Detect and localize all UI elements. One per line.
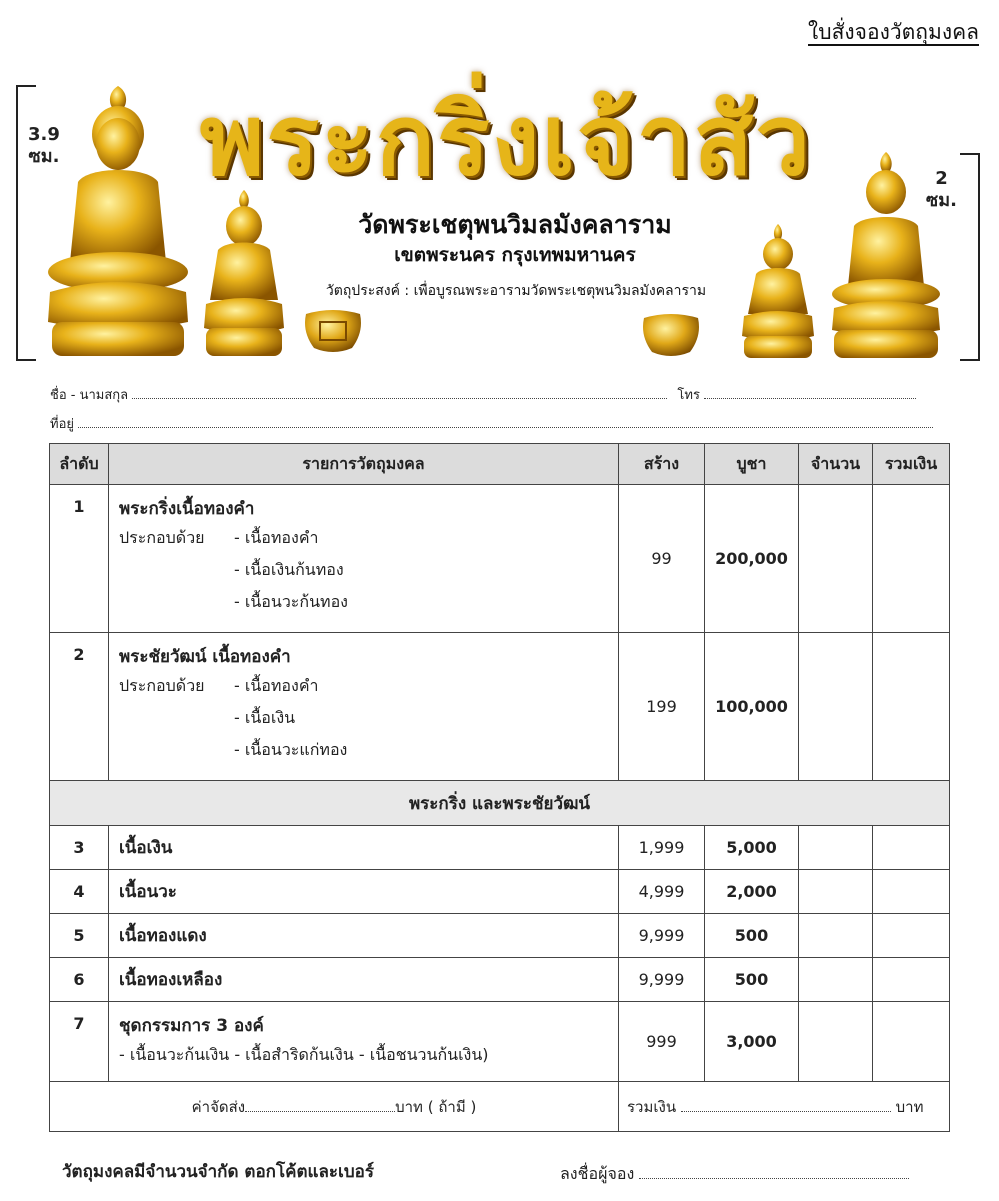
item-title: เนื้อทองแดง bbox=[109, 914, 619, 958]
grand-total-unit: บาท bbox=[895, 1097, 924, 1116]
signature-line[interactable] bbox=[560, 1162, 909, 1187]
row-qty-cell[interactable] bbox=[799, 914, 873, 958]
row-made: 99 bbox=[619, 485, 705, 633]
row-description bbox=[109, 1002, 619, 1082]
purpose-text: วัตถุประสงค์ : เพื่อบูรณพระอารามวัดพระเชตุพนวิมลมังคลาราม bbox=[325, 283, 707, 299]
header-made: สร้าง bbox=[619, 444, 705, 485]
address-label: ที่อยู่ bbox=[50, 417, 74, 432]
signature-label: ลงชื่อผู้จอง bbox=[560, 1164, 635, 1183]
signature-blank[interactable] bbox=[639, 1177, 909, 1179]
header-total: รวมเงิน bbox=[873, 444, 950, 485]
phone-label: โทร bbox=[677, 388, 700, 403]
grand-total-cell[interactable] bbox=[619, 1082, 950, 1132]
item-title: เนื้อเงิน bbox=[109, 826, 619, 870]
component-line: - เนื้อทองคำ bbox=[234, 676, 319, 695]
size-unit-right: ซม. bbox=[926, 190, 957, 211]
row-price: 100,000 bbox=[705, 633, 799, 781]
item-description: - เนื้อนวะก้นเงิน - เนื้อสำริดก้นเงิน - เนื้อชนวนก้นเงิน) bbox=[119, 1045, 489, 1064]
item-title: เนื้อทองเหลือง bbox=[109, 958, 619, 1002]
section-row bbox=[50, 781, 950, 826]
item-title: พระกริ่งเนื้อทองคำ bbox=[119, 499, 255, 519]
table-header-row bbox=[50, 444, 950, 485]
grand-total-label: รวมเงิน bbox=[627, 1097, 677, 1116]
row-total-cell[interactable] bbox=[873, 870, 950, 914]
row-qty-cell[interactable] bbox=[799, 958, 873, 1002]
header-qty: จำนวน bbox=[799, 444, 873, 485]
row-price: 2,000 bbox=[705, 870, 799, 914]
shipping-blank[interactable] bbox=[245, 1110, 395, 1112]
large-buddha-amulet-front bbox=[38, 82, 198, 360]
row-qty-cell[interactable] bbox=[799, 1002, 873, 1082]
size-value-left: 3.9 bbox=[28, 124, 60, 145]
row-made: 999 bbox=[619, 1002, 705, 1082]
name-blank[interactable] bbox=[132, 397, 667, 399]
row-total-cell[interactable] bbox=[873, 826, 950, 870]
row-total-cell[interactable] bbox=[873, 914, 950, 958]
row-made: 199 bbox=[619, 633, 705, 781]
shipping-cell[interactable] bbox=[50, 1082, 619, 1132]
phone-blank[interactable] bbox=[704, 397, 916, 399]
item-title: ชุดกรรมการ 3 องค์ bbox=[119, 1016, 264, 1036]
amulet-base-bottom bbox=[640, 312, 702, 358]
item-title: พระชัยวัฒน์ เนื้อทองคำ bbox=[119, 647, 291, 667]
order-table bbox=[49, 443, 950, 1132]
row-total-cell[interactable] bbox=[873, 1002, 950, 1082]
size-bracket-right bbox=[960, 153, 980, 361]
row-description bbox=[109, 633, 619, 781]
row-price: 200,000 bbox=[705, 485, 799, 633]
row-no: 7 bbox=[50, 1002, 109, 1082]
row-no: 6 bbox=[50, 958, 109, 1002]
address-field-line[interactable] bbox=[50, 413, 933, 434]
header-item: รายการวัตถุมงคล bbox=[109, 444, 619, 485]
row-no: 1 bbox=[50, 485, 109, 633]
name-field-line[interactable] bbox=[50, 384, 916, 405]
component-line: - เนื้อนวะก้นทอง bbox=[234, 592, 348, 611]
table-row bbox=[50, 826, 950, 870]
row-no: 5 bbox=[50, 914, 109, 958]
temple-location: เขตพระนคร กรุงเทพมหานคร bbox=[394, 244, 636, 266]
shipping-label: ค่าจัดส่ง bbox=[191, 1097, 246, 1116]
row-made: 4,999 bbox=[619, 870, 705, 914]
row-qty-cell[interactable] bbox=[799, 870, 873, 914]
table-row bbox=[50, 1002, 950, 1082]
size-unit-left: ซม. bbox=[28, 146, 60, 167]
row-total-cell[interactable] bbox=[873, 633, 950, 781]
shipping-unit: บาท ( ถ้ามี ) bbox=[395, 1097, 477, 1116]
section-title: พระกริ่ง และพระชัยวัฒน์ bbox=[50, 781, 950, 826]
table-row bbox=[50, 633, 950, 781]
component-line: - เนื้อเงินก้นทอง bbox=[234, 560, 344, 579]
row-price: 500 bbox=[705, 914, 799, 958]
table-row bbox=[50, 870, 950, 914]
row-qty-cell[interactable] bbox=[799, 633, 873, 781]
table-row bbox=[50, 485, 950, 633]
row-qty-cell[interactable] bbox=[799, 826, 873, 870]
header-price: บูชา bbox=[705, 444, 799, 485]
row-price: 5,000 bbox=[705, 826, 799, 870]
row-total-cell[interactable] bbox=[873, 485, 950, 633]
row-qty-cell[interactable] bbox=[799, 485, 873, 633]
address-blank[interactable] bbox=[78, 426, 933, 428]
row-made: 9,999 bbox=[619, 958, 705, 1002]
row-no: 2 bbox=[50, 633, 109, 781]
limited-quantity-note: วัตถุมงคลมีจำนวนจำกัด ตอกโค้ตและเบอร์ bbox=[62, 1162, 374, 1182]
amulet-base-stamp bbox=[302, 308, 364, 354]
document-title: ใบสั่งจองวัตถุมงคล bbox=[808, 20, 979, 44]
size-value-right: 2 bbox=[935, 168, 948, 189]
row-made: 1,999 bbox=[619, 826, 705, 870]
hero-title: พระกริ่งเจ้าสัว bbox=[199, 83, 813, 198]
component-line: - เนื้อนวะแก่ทอง bbox=[234, 740, 348, 759]
component-line: - เนื้อเงิน bbox=[234, 708, 296, 727]
row-no: 4 bbox=[50, 870, 109, 914]
component-line: - เนื้อทองคำ bbox=[234, 528, 319, 547]
components-label: ประกอบด้วย bbox=[119, 676, 205, 695]
header-no: ลำดับ bbox=[50, 444, 109, 485]
row-description bbox=[109, 485, 619, 633]
grand-total-blank[interactable] bbox=[681, 1110, 891, 1112]
name-label: ชื่อ - นามสกุล bbox=[50, 388, 129, 403]
temple-name: วัดพระเชตุพนวิมลมังคลาราม bbox=[358, 210, 672, 239]
row-made: 9,999 bbox=[619, 914, 705, 958]
table-row bbox=[50, 958, 950, 1002]
small-buddha-amulet-front bbox=[826, 150, 946, 360]
row-no: 3 bbox=[50, 826, 109, 870]
row-price: 3,000 bbox=[705, 1002, 799, 1082]
item-title: เนื้อนวะ bbox=[109, 870, 619, 914]
row-total-cell[interactable] bbox=[873, 958, 950, 1002]
components-label: ประกอบด้วย bbox=[119, 528, 205, 547]
table-row bbox=[50, 914, 950, 958]
table-footer-row bbox=[50, 1082, 950, 1132]
row-price: 500 bbox=[705, 958, 799, 1002]
